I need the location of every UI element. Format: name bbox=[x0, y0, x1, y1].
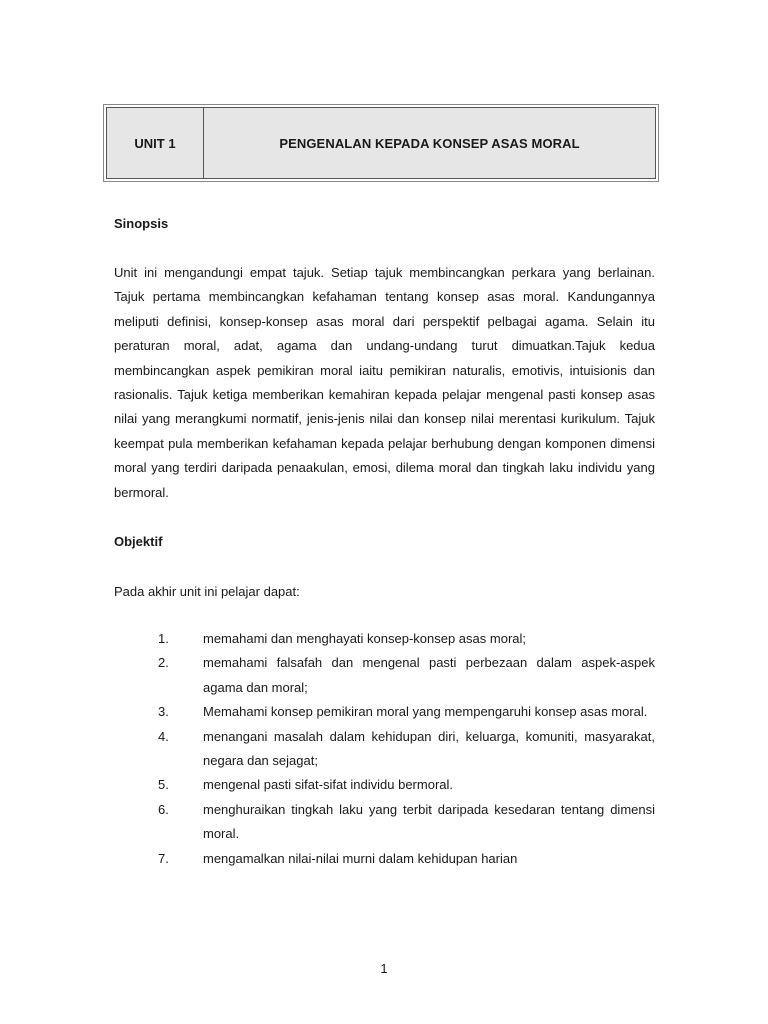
page-number: 1 bbox=[380, 961, 388, 976]
sinopsis-paragraph: Unit ini mengandungi empat tajuk. Setiap tajuk membincangkan perkara yang berlainan. Tajuk pertama membincangkan kefahaman tentang konsep asas moral. Kandungannya meliputi definisi, konsep-konsep asas moral dari perspektif pelbagai agama. Selain itu peraturan moral, adat, agama dan undang-undang turut dimuatkan.Tajuk kedua membincangkan aspek pemikiran moral iaitu pemikiran naturalis, emotivis, intuisionis dan rasionalis. Tajuk ketiga memberikan kemahiran kepada pelajar mengenal pasti konsep asas nilai yang merangkumi normatif, jenis-jenis nilai dan konsep nilai merentasi kurikulum. Tajuk keempat pula memberikan kefahaman kepada pelajar berhubung dengan komponen dimensi moral yang terdiri daripada penaakulan, emosi, dilema moral dan tingkah laku individu yang bermoral. bbox=[114, 265, 655, 500]
list-item-number: 4. bbox=[158, 728, 169, 744]
list-item bbox=[114, 627, 655, 651]
list-item-text: memahami dan menghayati konsep-konsep asas moral; bbox=[203, 631, 527, 646]
list-item-number: 5. bbox=[158, 777, 169, 793]
list-item bbox=[114, 798, 655, 847]
list-item bbox=[114, 651, 655, 700]
list-item-number: 1. bbox=[158, 631, 169, 646]
unit-header-table bbox=[106, 107, 656, 179]
list-item-text: menangani masalah dalam kehidupan diri, keluarga, komuniti, masyarakat, negara dan sejagat; bbox=[203, 728, 655, 769]
list-item bbox=[114, 725, 655, 774]
list-item-number: 7. bbox=[158, 850, 169, 866]
list-item-number: 2. bbox=[158, 655, 169, 671]
unit-title: PENGENALAN KEPADA KONSEP ASAS MORAL bbox=[279, 135, 580, 151]
objektif-intro: Pada akhir unit ini pelajar dapat: bbox=[114, 584, 300, 599]
list-item-text: menghuraikan tingkah laku yang terbit daripada kesedaran tentang dimensi moral. bbox=[203, 801, 655, 842]
list-item-text: mengenal pasti sifat-sifat individu bermoral. bbox=[203, 777, 454, 793]
list-item bbox=[114, 847, 655, 871]
objektif-heading: Objektif bbox=[114, 534, 163, 549]
sinopsis-heading: Sinopsis bbox=[114, 216, 169, 231]
list-item-text: mengamalkan nilai-nilai murni dalam kehidupan harian bbox=[203, 850, 518, 866]
unit-label: UNIT 1 bbox=[107, 108, 204, 178]
objective-list bbox=[114, 627, 655, 871]
list-item bbox=[114, 700, 655, 724]
list-item bbox=[114, 773, 655, 797]
list-item-text: Memahami konsep pemikiran moral yang mempengaruhi konsep asas moral. bbox=[203, 704, 648, 720]
list-item-number: 3. bbox=[158, 704, 169, 720]
list-item-number: 6. bbox=[158, 801, 169, 817]
list-item-text: memahami falsafah dan mengenal pasti perbezaan dalam aspek-aspek agama dan moral; bbox=[203, 655, 655, 695]
